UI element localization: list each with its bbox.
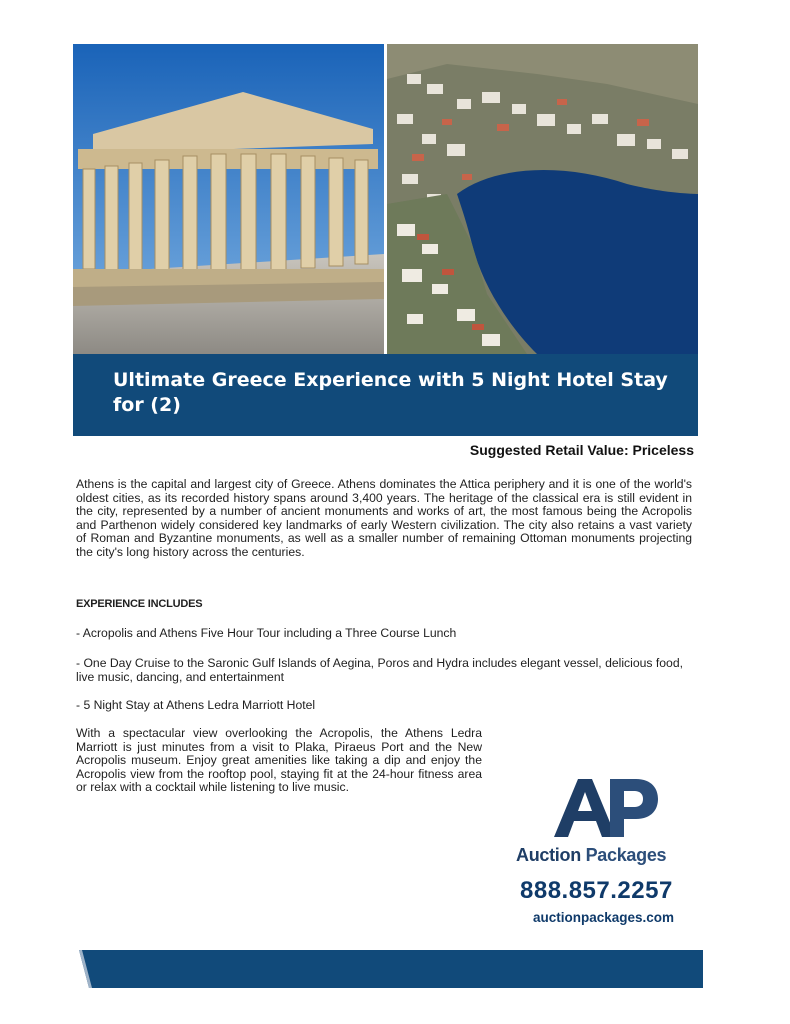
experience-item-hotel: - 5 Night Stay at Athens Ledra Marriott Hotel: [76, 698, 316, 712]
page-title: Ultimate Greece Experience with 5 Night Hotel Stay for (2): [113, 369, 668, 416]
footer-bar: [73, 950, 703, 988]
website-link[interactable]: auctionpackages.com: [533, 910, 675, 925]
hero-images: [73, 44, 698, 354]
phone-number[interactable]: 888.857.2257: [520, 877, 673, 904]
experience-heading: EXPERIENCE INCLUDES: [76, 598, 203, 610]
brand-name: [516, 845, 666, 866]
brand-name-part2: Packages: [585, 845, 667, 865]
retail-value: Suggested Retail Value: Priceless: [469, 442, 694, 458]
parthenon-photo: [73, 44, 384, 354]
title-banner: [73, 354, 698, 436]
hotel-description: With a spectacular view overlooking the Acropolis, the Athens Ledra Marriott is just minutes from a visit to Plaka, Piraeus Port and the New Acropolis museum. Enjoy great amenities like taking a dip and enjoy the Acropolis view from the rooftop pool, staying fit at the 24-hour fitness area or relax with a cocktail while listening to live music.: [76, 726, 482, 794]
harbor-photo: [387, 44, 698, 354]
intro-paragraph: Athens is the capital and largest city of Greece. Athens dominates the Attica periphery and it is one of the world's oldest cities, as its recorded history spans around 3,400 years. The heritage of the classical era is still evident in the city, represented by a number of ancient monuments and works of art, the most famous being the Acropolis and Parthenon widely considered key landmarks of early Western civilization. The city also retains a vast variety of Roman and Byzantine monuments, as well as a smaller number of remaining Ottoman monuments projecting the city's long history across the centuries.: [76, 477, 692, 559]
experience-item-tour: - Acropolis and Athens Five Hour Tour including a Three Course Lunch: [76, 626, 457, 640]
experience-item-cruise: - One Day Cruise to the Saronic Gulf Islands of Aegina, Poros and Hydra includes elegant vessel, delicious food, live music, dancing, and entertainment: [76, 656, 683, 684]
brand-name-part1: Auction: [516, 845, 581, 865]
